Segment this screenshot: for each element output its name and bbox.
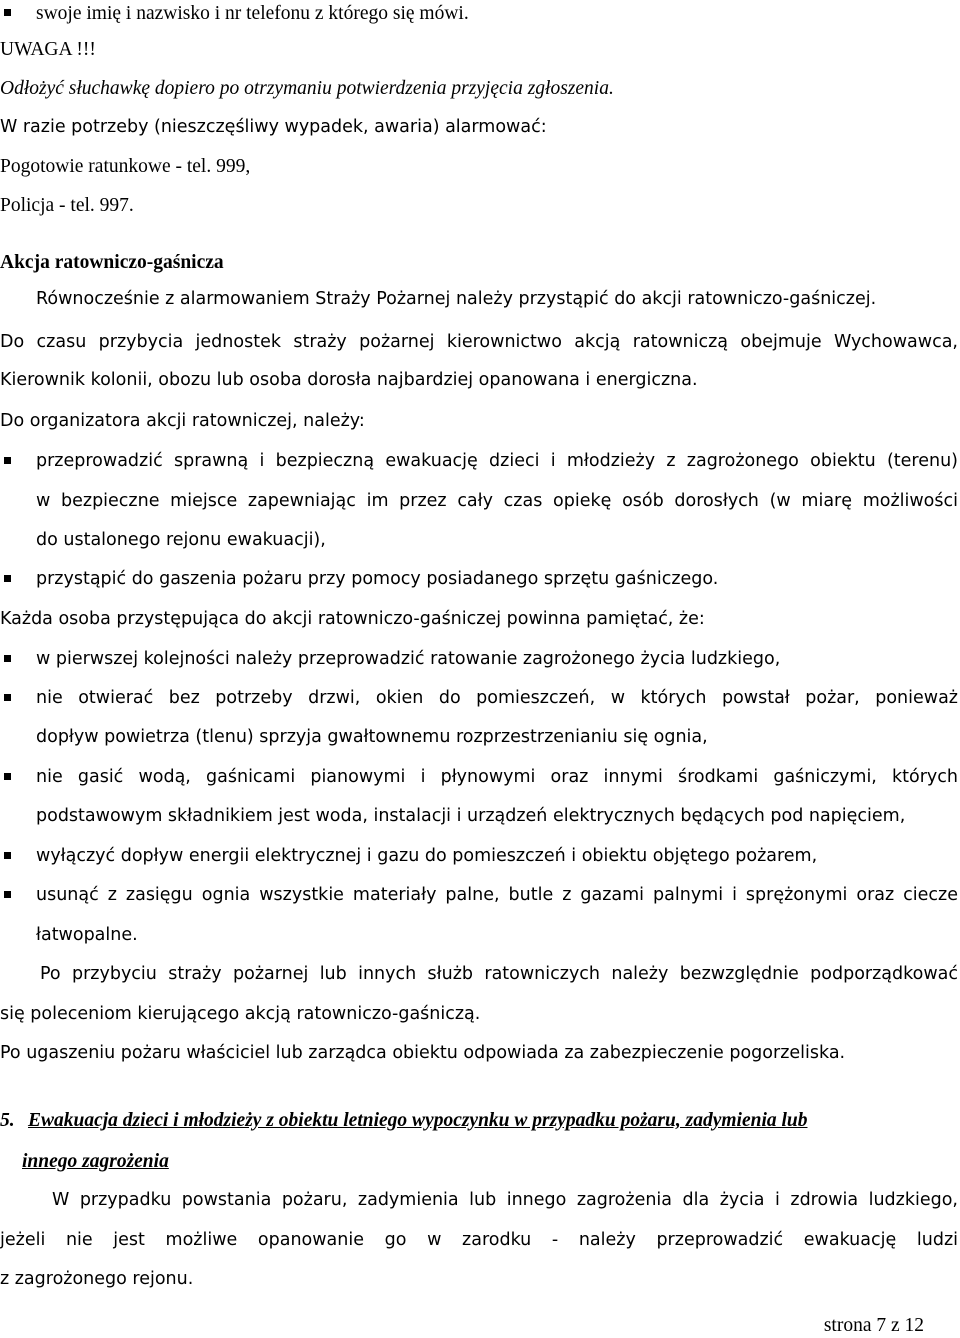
square-bullet-icon bbox=[4, 773, 11, 780]
paragraph-line: Do czasu przybycia jednostek straży pożarnej kierownictwo akcją ratowniczą obejmuje Wychowawca, bbox=[0, 332, 958, 352]
square-bullet-icon bbox=[4, 457, 11, 464]
alarm-intro: W razie potrzeby (nieszczęśliwy wypadek, awaria) alarmować: bbox=[0, 117, 547, 137]
organizer-intro: Do organizatora akcji ratowniczej, należy: bbox=[0, 411, 365, 431]
list-item: przeprowadzić sprawną i bezpieczną ewakuację dzieci i młodzieży z zagrożonego obiektu (terenu) bbox=[0, 442, 960, 481]
list-item-continuation: podstawowym składnikiem jest woda, instalacji i urządzeń elektrycznych będących pod napięciem, bbox=[36, 806, 906, 826]
square-bullet-icon bbox=[4, 655, 11, 662]
list-item: usunąć z zasięgu ognia wszystkie materiały palne, butle z gazami palnymi i sprężonymi oraz ciecze bbox=[0, 876, 960, 915]
list-item: w pierwszej kolejności należy przeprowadzić ratowanie zagrożonego życia ludzkiego, bbox=[0, 640, 960, 679]
paragraph-line: się poleceniom kierującego akcją ratowniczo-gaśniczą. bbox=[0, 1004, 481, 1024]
list-item: nie gasić wodą, gaśnicami pianowymi i płynowymi oraz innymi środkami gaśniczymi, których bbox=[0, 758, 960, 797]
paragraph-line: Po przybyciu straży pożarnej lub innych służb ratowniczych należy bezwzględnie podporządkować bbox=[40, 964, 958, 984]
after-fire-text: Po ugaszeniu pożaru właściciel lub zarządca obiektu odpowiada za zabezpieczenie pogorzeliska. bbox=[0, 1043, 846, 1063]
police-number: Policja - tel. 997. bbox=[0, 195, 134, 216]
list-item: przystąpić do gaszenia pożaru przy pomocy posiadanego sprzętu gaśniczego. bbox=[0, 560, 960, 599]
square-bullet-icon bbox=[4, 852, 11, 859]
section-number: 5. bbox=[0, 1110, 15, 1131]
list-item: wyłączyć dopływ energii elektrycznej i gazu do pomieszczeń i obiektu objętego pożarem, bbox=[0, 837, 960, 876]
section-lead: Równocześnie z alarmowaniem Straży Pożarnej należy przystąpić do akcji ratowniczo-gaśniczej. bbox=[36, 289, 877, 309]
paragraph-line: Kierownik kolonii, obozu lub osoba dorosła najbardziej opanowana i energiczna. bbox=[0, 370, 698, 390]
square-bullet-icon bbox=[4, 575, 11, 582]
remember-intro: Każda osoba przystępująca do akcji ratowniczo-gaśniczej powinna pamiętać, że: bbox=[0, 609, 705, 629]
list-item-continuation: do ustalonego rejonu ewakuacji), bbox=[36, 530, 326, 550]
warning-title: UWAGA !!! bbox=[0, 39, 96, 60]
square-bullet-icon bbox=[4, 891, 11, 898]
bullet-text: swoje imię i nazwisko i nr telefonu z którego się mówi. bbox=[36, 3, 469, 24]
ambulance-number: Pogotowie ratunkowe - tel. 999, bbox=[0, 156, 251, 177]
warning-text: Odłożyć słuchawkę dopiero po otrzymaniu potwierdzenia przyjęcia zgłoszenia. bbox=[0, 78, 614, 99]
square-bullet-icon bbox=[4, 694, 11, 701]
list-item-continuation: dopływ powietrza (tlenu) sprzyja gwałtownemu rozprzestrzenianiu się ognia, bbox=[36, 727, 708, 747]
list-item-continuation: w bezpieczne miejsce zapewniając im przez cały czas opiekę osób dorosłych (w miarę możliwości bbox=[36, 491, 958, 511]
list-item: nie otwierać bez potrzeby drzwi, okien do pomieszczeń, w których powstał pożar, ponieważ bbox=[0, 679, 960, 718]
page-number: strona 7 z 12 bbox=[823, 1315, 924, 1336]
section-title bbox=[0, 1101, 960, 1140]
section-title-continuation: innego zagrożenia bbox=[22, 1151, 169, 1172]
paragraph-line: z zagrożonego rejonu. bbox=[0, 1269, 194, 1289]
paragraph-line: jeżeli nie jest możliwe opanowanie go w zarodku - należy przeprowadzić ewakuację ludzi bbox=[0, 1230, 958, 1250]
paragraph-line: W przypadku powstania pożaru, zadymienia lub innego zagrożenia dla życia i zdrowia ludzkiego, bbox=[52, 1190, 958, 1210]
square-bullet-icon bbox=[4, 9, 11, 16]
section-heading: Akcja ratowniczo-gaśnicza bbox=[0, 252, 224, 273]
section-title-line: Ewakuacja dzieci i młodzieży z obiektu letniego wypoczynku w przypadku pożaru, zadymienia lub bbox=[28, 1110, 808, 1131]
list-item-continuation: łatwopalne. bbox=[36, 925, 138, 945]
bullet-item-caller bbox=[0, 0, 960, 33]
